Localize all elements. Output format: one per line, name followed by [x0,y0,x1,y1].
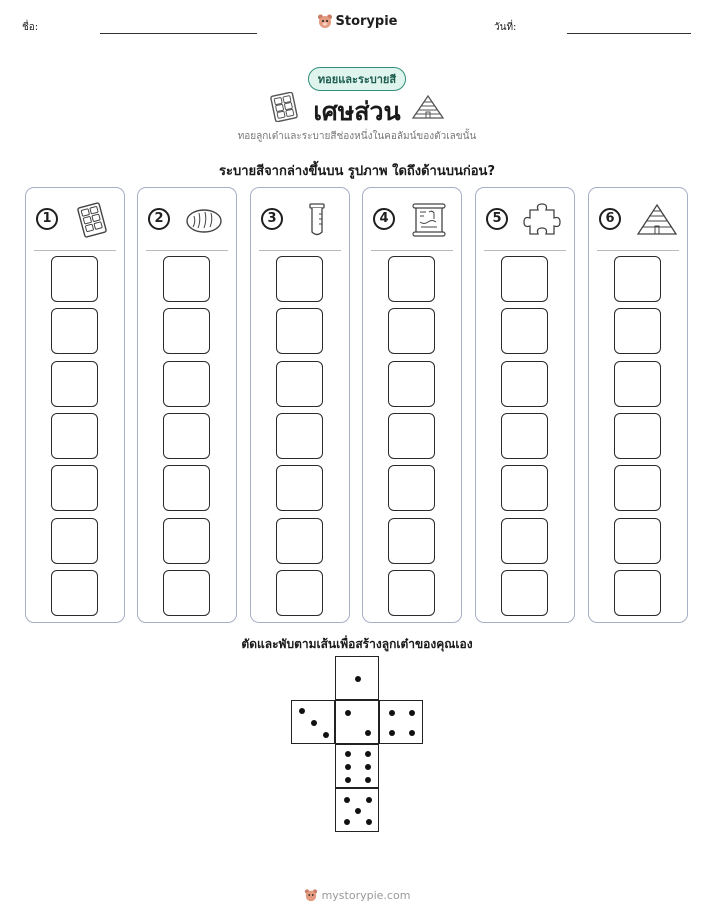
dice-pip [345,777,351,783]
dice-pip [355,808,361,814]
dice-pip [365,751,371,757]
color-box[interactable] [51,308,98,354]
dice-pip [355,676,361,682]
color-box[interactable] [163,518,210,564]
storypie-bear-icon [304,888,318,902]
dice-pip [345,764,351,770]
instructions-subtitle: ทอยลูกเต๋าและระบายสีช่องหนึ่งในคอลัมน์ของตัวเลขนั้น [237,131,477,142]
color-box[interactable] [614,361,661,407]
color-box[interactable] [501,256,548,302]
storypie-bear-icon [317,13,333,29]
column-divider [34,250,116,251]
color-box[interactable] [388,413,435,459]
color-box[interactable] [388,465,435,511]
dice-pip [366,797,372,803]
color-box[interactable] [163,570,210,616]
color-box[interactable] [276,361,323,407]
color-box[interactable] [51,413,98,459]
column-number: 1 [36,208,58,230]
column-2 [137,187,237,623]
dice-face-6 [335,744,379,788]
color-box[interactable] [501,308,548,354]
color-box[interactable] [501,361,548,407]
papyrus-scroll-icon [409,202,449,238]
column-5 [475,187,575,623]
footer [0,888,714,905]
color-box[interactable] [501,518,548,564]
pyramid-icon [410,94,446,120]
dice-pip [409,730,415,736]
chocolate-bar-icon [72,202,112,238]
dice-pip [344,819,350,825]
color-box[interactable] [276,518,323,564]
column-3 [250,187,350,623]
dice-pip [323,732,329,738]
dice-instruction: ตัดและพับตามเส้นเพื่อสร้างลูกเต๋าของคุณเอง [241,637,473,651]
dice-face-3 [291,700,335,744]
color-box[interactable] [163,361,210,407]
dice-pip [299,708,305,714]
color-box[interactable] [51,570,98,616]
color-box[interactable] [51,465,98,511]
dice-pip [409,710,415,716]
color-box[interactable] [163,256,210,302]
color-box[interactable] [614,465,661,511]
dice-face-4 [379,700,423,744]
column-6 [588,187,688,623]
column-divider [259,250,341,251]
dice-pip [345,751,351,757]
brand-name: Storypie [335,13,398,29]
dice-pip [365,730,371,736]
color-box[interactable] [51,518,98,564]
column-number: 3 [261,208,283,230]
dice-pip [389,710,395,716]
dice-pip [344,797,350,803]
color-box[interactable] [276,570,323,616]
color-box[interactable] [276,465,323,511]
dice-pip [366,819,372,825]
color-box[interactable] [276,308,323,354]
date-label: วันที่: [494,22,517,33]
color-box[interactable] [388,361,435,407]
pyramid-icon [635,202,675,238]
test-tube-icon [297,202,337,238]
color-box[interactable] [388,308,435,354]
column-number: 4 [373,208,395,230]
color-box[interactable] [276,413,323,459]
dice-face-2 [335,700,379,744]
footer-url[interactable]: mystorypie.com [321,888,411,902]
dice-face-1 [335,656,379,700]
activity-badge: ทอยและระบายสี [308,67,406,91]
column-divider [597,250,679,251]
color-box[interactable] [614,518,661,564]
color-box[interactable] [388,256,435,302]
color-box[interactable] [614,570,661,616]
puzzle-piece-icon [522,202,562,238]
name-label: ชื่อ: [22,22,39,33]
column-number: 5 [486,208,508,230]
color-box[interactable] [276,256,323,302]
color-box[interactable] [388,570,435,616]
page-title: เศษส่วน [313,97,401,126]
color-box[interactable] [163,465,210,511]
question-text: ระบายสีจากล่างขึ้นบน รูปภาพ ใดถึงด้านบนก่อน? [219,164,495,179]
color-box[interactable] [163,413,210,459]
dice-face-5 [335,788,379,832]
color-box[interactable] [51,361,98,407]
dice-pip [345,710,351,716]
name-line[interactable] [100,33,257,34]
dice-pip [365,777,371,783]
brand-logo [0,13,714,33]
color-box[interactable] [614,256,661,302]
color-box[interactable] [614,308,661,354]
color-box[interactable] [501,413,548,459]
column-number: 2 [148,208,170,230]
color-box[interactable] [501,465,548,511]
date-line[interactable] [567,33,691,34]
column-number: 6 [599,208,621,230]
color-box[interactable] [501,570,548,616]
column-divider [146,250,228,251]
color-box[interactable] [51,256,98,302]
color-box[interactable] [614,413,661,459]
column-4 [362,187,462,623]
column-divider [484,250,566,251]
dice-pip [389,730,395,736]
bread-loaf-icon [184,202,224,238]
dice-pip [365,764,371,770]
color-box[interactable] [163,308,210,354]
column-divider [371,250,453,251]
color-box[interactable] [388,518,435,564]
dice-pip [311,720,317,726]
column-1 [25,187,125,623]
